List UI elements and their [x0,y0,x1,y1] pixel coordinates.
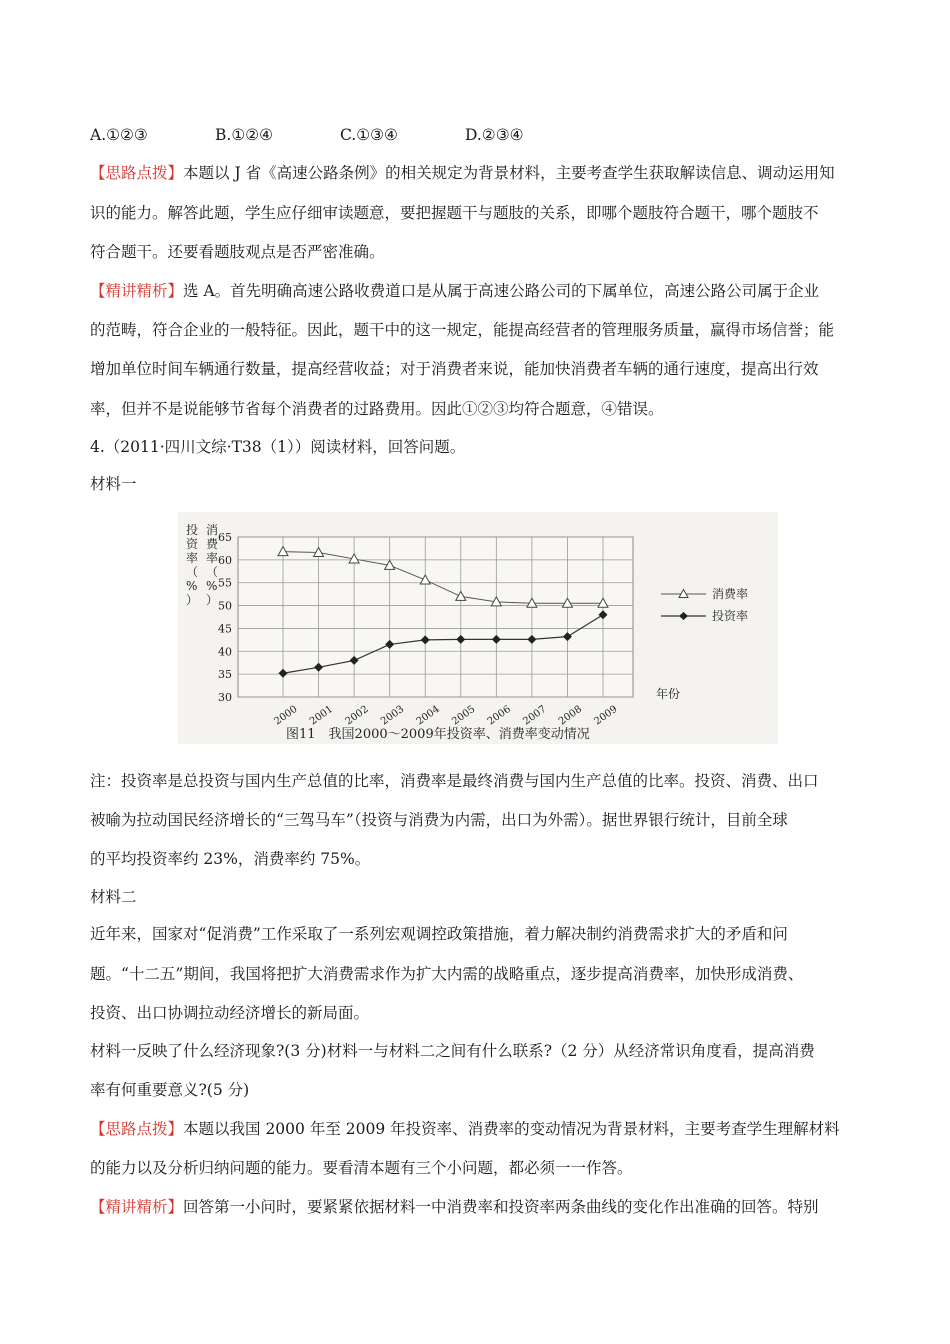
x-tick-label: 2008 [556,703,585,728]
legend-label-consumption: 消费率 [712,587,749,601]
text-span: 本题以我国 2000 年至 2009 年投资率、消费率的变动情况为背景材料，主要考查学生理解材料 [183,1120,840,1138]
x-tick-label: 2003 [379,703,407,728]
x-tick-label: 2002 [343,703,371,728]
y-tick-label: 40 [218,645,232,659]
axis-label-char: （ [186,565,199,579]
paragraph-line [90,281,819,301]
y-tick-label: 30 [218,691,232,704]
text-span: 选 A。首先明确高速公路收费道口是从属于高速公路公司的下属单位，高速公路公司属于企业 [183,282,820,300]
paragraph-line: 注：投资率是总投资与国内生产总值的比率，消费率是最终消费与国内生产总值的比率。投资、消费、出口 [90,772,819,790]
axis-label-char: 率 [186,551,199,565]
chart-figure [178,512,778,744]
paragraph-line: 率，但并不是说能够节省每个消费者的过路费用。因此①②③均符合题意，④错误。 [90,400,664,418]
y-tick-label: 50 [218,599,232,613]
answer-options [90,125,524,145]
axis-label-char: ） [186,593,199,607]
paragraph-line: 增加单位时间车辆通行数量，提高经营收益；对于消费者来说，能加快消费者车辆的通行速度，提高出行效 [90,360,819,378]
text-span: 回答第一小问时，要紧紧依据材料一中消费率和投资率两条曲线的变化作出准确的回答。特别 [183,1198,819,1216]
x-tick-label: 2000 [272,703,300,728]
axis-label-char: 资 [186,537,199,551]
question-line: 率有何重要意义?(5 分) [90,1081,250,1099]
text-span: 本题以 J 省《高速公路条例》的相关规定为背景材料，主要考查学生获取解读信息、调动运用知 [183,164,835,182]
paragraph-line: 近年来，国家对“促消费”工作采取了一系列宏观调控政策措施，着力解决制约消费需求扩大的矛盾和问 [90,925,788,943]
x-axis-label: 年份 [656,687,681,701]
material-label: 材料一 [90,475,137,493]
axis-label-char: % [186,579,198,593]
paragraph-line [90,1119,840,1139]
x-tick-label: 2006 [485,703,513,728]
paragraph-line: 的平均投资率约 23%，消费率约 75%。 [90,850,371,868]
section-tag: 【思路点拨】 [90,1120,184,1138]
option-b: B.①②④ [215,126,274,144]
paragraph-line: 识的能力。解答此题，学生应仔细审读题意，要把握题干与题肢的关系，即哪个题肢符合题干，哪个题肢不 [90,204,819,222]
x-tick-label: 2004 [414,703,442,728]
option-d: D.②③④ [465,126,524,144]
axis-label-char: （ [206,565,219,579]
y-tick-label: 35 [218,668,232,682]
line-chart [178,512,778,744]
paragraph-line: 题。“十二五”期间，我国将把扩大消费需求作为扩大内需的战略重点，逐步提高消费率，加快形成消费、 [90,965,804,983]
y-tick-label: 65 [218,531,232,544]
paragraph-line: 投资、出口协调拉动经济增长的新局面。 [90,1004,370,1022]
axis-label-char: 消 [206,523,219,537]
y-axis-label-investment [186,522,199,607]
x-tick-label: 2007 [521,703,549,728]
axis-label-char: % [206,579,218,593]
x-tick-label: 2005 [450,703,478,728]
chart-caption: 图11 我国2000～2009年投资率、消费率变动情况 [286,727,590,742]
question-line: 材料一反映了什么经济现象?(3 分)材料一与材料二之间有什么联系?（2 分）从经济常识角度看，提高消费 [90,1042,815,1060]
axis-label-char: 费 [206,537,219,551]
question-heading: 4.（2011·四川文综·T38（1））阅读材料，回答问题。 [90,438,466,456]
option-c: C.①③④ [340,126,398,144]
section-tag: 【精讲精析】 [90,282,184,300]
paragraph-line: 的能力以及分析归纳问题的能力。要看清本题有三个小问题，都必须一一作答。 [90,1159,633,1177]
paragraph-line [90,1197,819,1217]
section-tag: 【精讲精析】 [90,1198,184,1216]
paragraph-line: 被喻为拉动国民经济增长的“三驾马车”（投资与消费为内需，出口为外需）。据世界银行统计，目前全球 [90,811,788,829]
axis-label-char: ） [206,593,219,607]
paragraph-line: 符合题干。还要看题肢观点是否严密准确。 [90,243,385,261]
y-axis-label-consumption [206,522,219,607]
option-a: A.①②③ [90,126,148,144]
plot-area [238,537,633,697]
legend-label-investment: 投资率 [712,609,749,623]
paragraph-line: 的范畴，符合企业的一般特征。因此，题干中的这一规定，能提高经营者的管理服务质量，赢得市场信誉；能 [90,321,835,339]
y-tick-label: 45 [218,622,232,636]
material-label: 材料二 [90,888,137,906]
paragraph-line [90,163,835,183]
axis-label-char: 投 [186,523,199,537]
axis-label-char: 率 [206,551,219,565]
x-tick-label: 2009 [592,703,620,728]
y-tick-label: 60 [218,553,232,567]
y-tick-label: 55 [218,576,232,590]
x-tick-label: 2001 [307,703,336,728]
section-tag: 【思路点拨】 [90,164,184,182]
